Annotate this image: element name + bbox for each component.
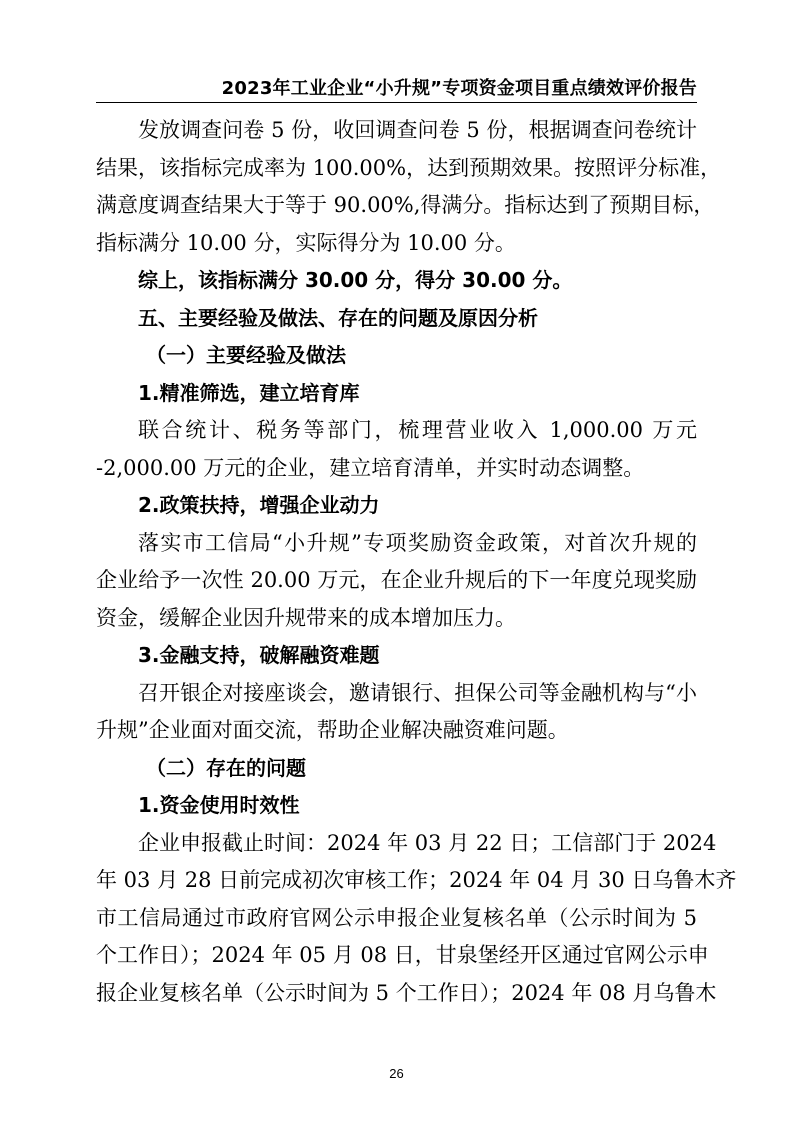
text-line: 企业给予一次性 20.00 万元，在企业升规后的下一年度兑现奖励 [96,568,697,592]
item-heading-4: 1.资金使用时效性 [138,793,300,817]
text-line: 资金，缓解企业因升规带来的成本增加压力。 [96,605,516,630]
text-line: 报企业复核名单（公示时间为 5 个工作日）；2024 年 08 月乌鲁木 [96,980,717,1005]
text-line: 企业申报截止时间：2024 年 03 月 22 日；工信部门于 2024 [138,830,717,855]
section-heading-5: 五、主要经验及做法、存在的问题及原因分析 [138,305,538,330]
item-heading-2: 2.政策扶持，增强企业动力 [138,493,380,517]
text-line: 发放调查问卷 5 份，收回调查问卷 5 份，根据调查问卷统计 [138,118,697,142]
page-header [96,72,697,103]
text-line: 结果，该指标完成率为 100.00%，达到预期效果。按照评分标准， [96,155,722,180]
item-heading-3: 3.金融支持，破解融资难题 [138,643,380,667]
text-line: 落实市工信局“小升规”专项奖励资金政策，对首次升规的 [138,530,697,555]
paragraph-screening [96,412,697,487]
paragraph-policy-support [96,525,697,638]
document-body [96,112,737,1012]
report-title: 2023年工业企业“小升规”专项资金项目重点绩效评价报告 [221,78,697,99]
text-line: 市工信局通过市政府官网公示申报企业复核名单（公示时间为 5 [96,905,697,930]
text-line: -2,000.00 万元的企业，建立培育清单，并实时动态调整。 [96,455,645,480]
text-line: 指标满分 10.00 分，实际得分为 10.00 分。 [96,230,516,255]
text-line: 年 03 月 28 日前完成初次审核工作；2024 年 04 月 30 日乌鲁木齐 [96,868,737,892]
text-line: 召开银企对接座谈会，邀请银行、担保公司等金融机构与“小 [138,680,697,705]
paragraph-timeliness [96,825,737,1013]
text-line: 升规”企业面对面交流，帮助企业解决融资难问题。 [96,718,569,742]
paragraph-financial-support [96,675,697,750]
item-heading-1: 1.精准筛选，建立培育库 [138,380,360,405]
text-line: 满意度调查结果大于等于 90.00%,得满分。指标达到了预期目标， [96,193,715,217]
summary-line: 综上，该指标满分 30.00 分，得分 30.00 分。 [138,268,573,292]
text-line: 个工作日）；2024 年 05 月 08 日，甘泉堡经开区通过官网公示申 [96,943,709,967]
page-number: 26 [389,1066,404,1081]
text-line: 联合统计、税务等部门，梳理营业收入 1,000.00 万元 [138,418,697,442]
subsection-heading-2: （二）存在的问题 [146,755,306,780]
subsection-heading-1: （一）主要经验及做法 [146,343,346,367]
paragraph-survey-result [96,112,722,262]
